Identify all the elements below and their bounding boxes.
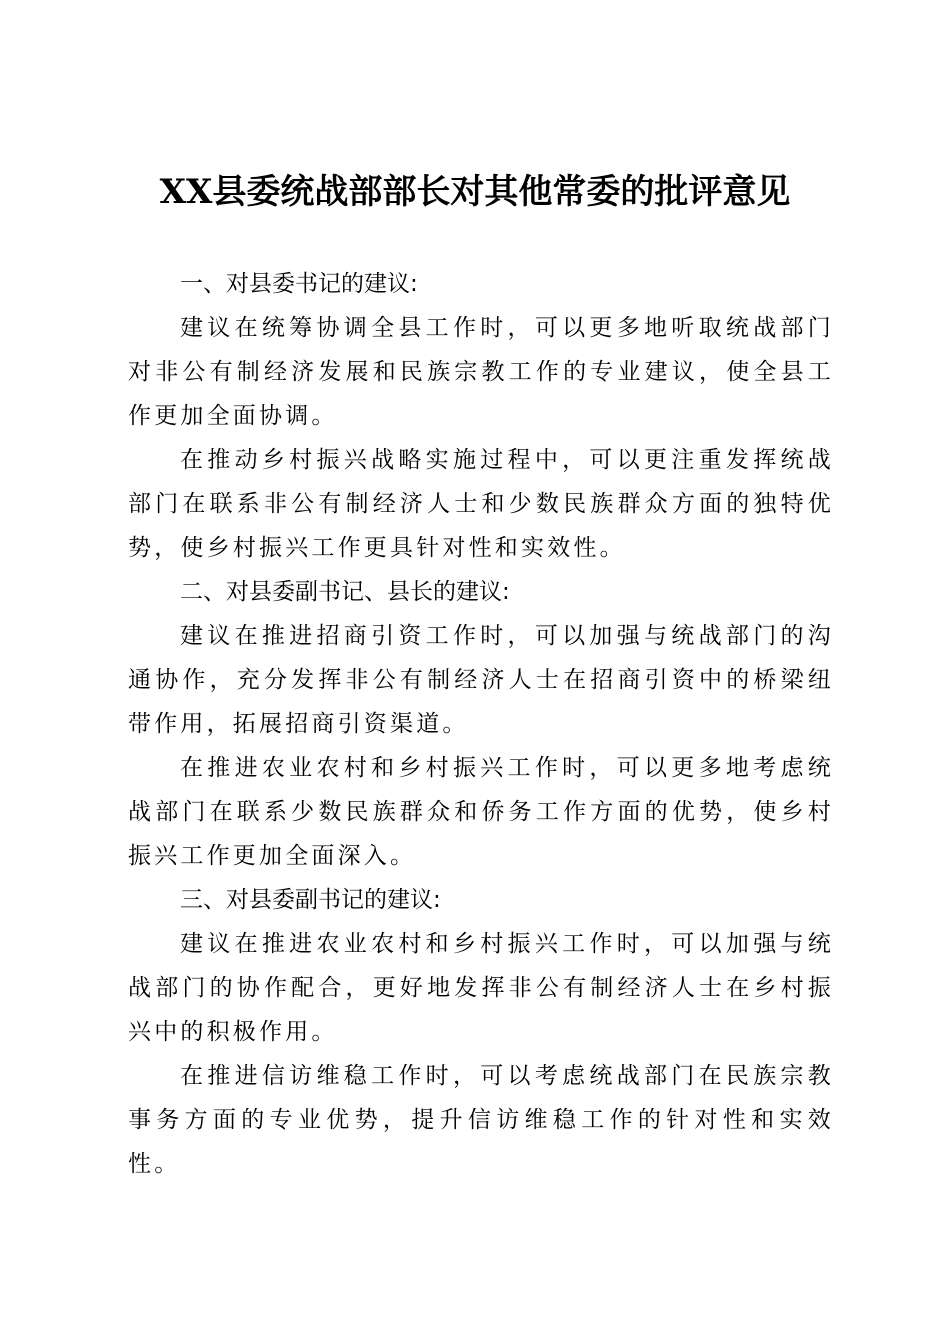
paragraph: 建议在统筹协调全县工作时，可以更多地听取统战部门对非公有制经济发展和民族宗教工作的专业建议，使全县工作更加全面协调。 [128, 315, 834, 429]
paragraph: 建议在推进农业农村和乡村振兴工作时，可以加强与统战部门的协作配合，更好地发挥非公有制经济人士在乡村振兴中的积极作用。 [128, 931, 834, 1045]
document-body [128, 262, 834, 1186]
section-1 [128, 262, 834, 570]
section-heading: 二、对县委副书记、县长的建议: [180, 579, 510, 605]
section-heading: 一、对县委书记的建议: [180, 271, 418, 297]
section-heading: 三、对县委副书记的建议: [180, 887, 441, 913]
section-2 [128, 570, 834, 878]
document-title: XX县委统战部部长对其他常委的批评意见 [159, 172, 791, 212]
paragraph: 在推动乡村振兴战略实施过程中，可以更注重发挥统战部门在联系非公有制经济人士和少数民族群众方面的独特优势，使乡村振兴工作更具针对性和实效性。 [128, 447, 834, 561]
section-3 [128, 878, 834, 1186]
paragraph: 在推进信访维稳工作时，可以考虑统战部门在民族宗教事务方面的专业优势，提升信访维稳工作的针对性和实效性。 [128, 1063, 834, 1177]
paragraph: 建议在推进招商引资工作时，可以加强与统战部门的沟通协作，充分发挥非公有制经济人士在招商引资中的桥梁纽带作用，拓展招商引资渠道。 [128, 623, 834, 737]
paragraph: 在推进农业农村和乡村振兴工作时，可以更多地考虑统战部门在联系少数民族群众和侨务工作方面的优势，使乡村振兴工作更加全面深入。 [128, 755, 834, 869]
